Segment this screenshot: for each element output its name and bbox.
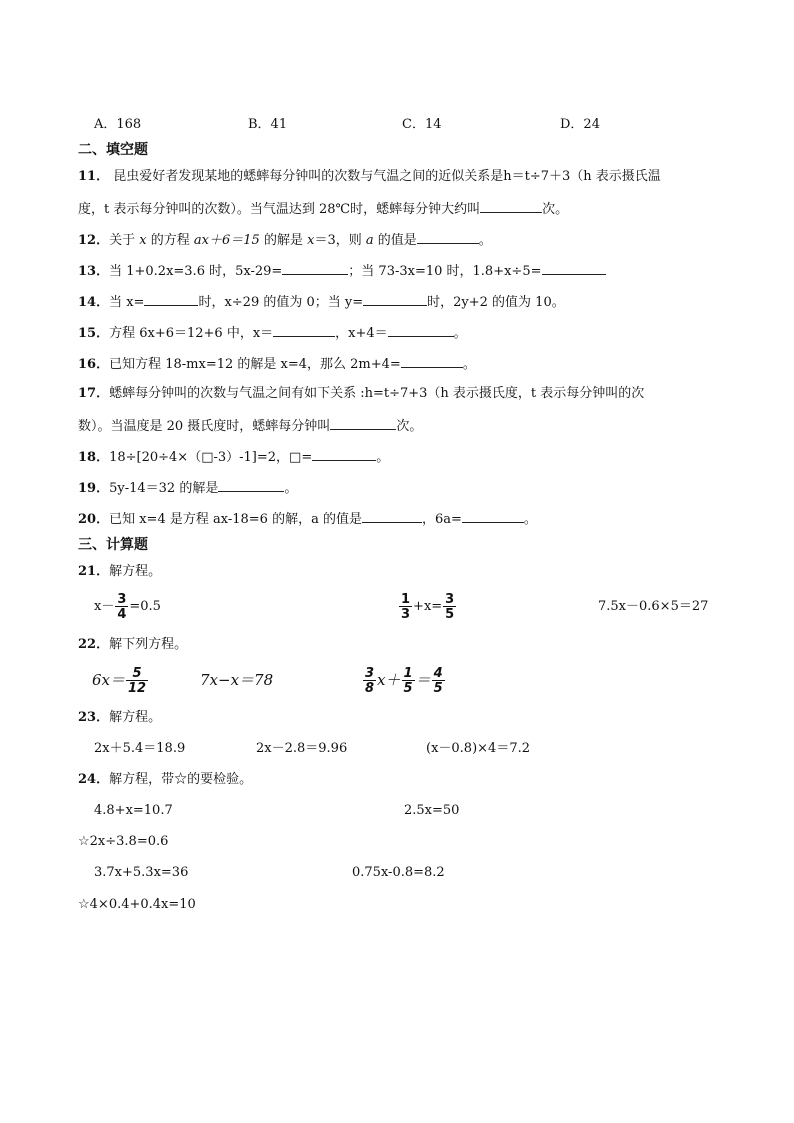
question-15 <box>78 323 467 343</box>
answer-blank[interactable] <box>218 478 284 492</box>
equation-part: +x= <box>413 599 443 614</box>
question-22 <box>78 636 187 654</box>
question-text: 。 <box>284 481 298 496</box>
question-text: 当 x= <box>109 295 145 310</box>
question-number: 16． <box>78 357 110 372</box>
equation-part: x＋ <box>377 671 401 689</box>
variable-a: a <box>365 233 374 248</box>
question-23 <box>78 709 161 727</box>
question-text: 。 <box>478 233 492 248</box>
question-number: 22． <box>78 637 110 652</box>
question-number: 17． <box>78 386 110 401</box>
equation-part: x－ <box>94 599 115 614</box>
answer-blank[interactable] <box>282 261 348 275</box>
question-text: 已知 x=4 是方程 ax-18=6 的解，a 的值是 <box>109 512 362 527</box>
question-text: 度，t 表示每分钟叫的次数）。当气温达到 28℃时，蟋蟀每分钟大约叫 <box>78 202 481 217</box>
question-text: 关于 <box>109 233 136 248</box>
fraction <box>115 593 128 621</box>
question-text: 蟋蟀每分钟叫的次数与气温之间有如下关系 :h=t÷7+3（h 表示摄氏度，t 表示每分钟叫的次 <box>109 386 645 401</box>
question-17-line-1 <box>78 385 644 403</box>
question-number: 18． <box>78 450 110 465</box>
question-11-line-2 <box>78 199 568 219</box>
equation: ax＋6＝15 <box>193 233 260 248</box>
equation-22-1 <box>92 662 149 698</box>
question-12 <box>78 230 492 250</box>
question-text: 次。 <box>542 202 569 217</box>
equation-part: ＝ <box>415 671 431 689</box>
answer-blank[interactable] <box>401 354 463 368</box>
question-18 <box>78 447 389 467</box>
question-20 <box>78 509 537 529</box>
numerator: 3 <box>365 666 375 681</box>
question-text: 次。 <box>396 419 423 434</box>
question-number: 12． <box>78 233 110 248</box>
equation-24-4: 3.7x+5.3x=36 <box>94 865 189 880</box>
denominator: 4 <box>117 606 127 622</box>
denominator: 3 <box>401 606 411 622</box>
answer-blank[interactable] <box>417 230 479 244</box>
question-text: ，6a= <box>421 512 462 527</box>
answer-blank[interactable] <box>312 447 376 461</box>
question-number: 19． <box>78 481 110 496</box>
denominator: 5 <box>403 681 413 696</box>
question-text: 5y-14＝32 的解是 <box>109 481 219 496</box>
question-19 <box>78 478 297 498</box>
section-title-fill-blank: 二、填空题 <box>78 142 148 158</box>
question-text: 的解是 <box>263 233 303 248</box>
question-13 <box>78 261 606 281</box>
question-number: 21． <box>78 564 110 579</box>
question-text: 解方程。 <box>109 564 162 579</box>
equation-23-3: (x－0.8)×4＝7.2 <box>426 741 530 756</box>
question-text: 18÷[20÷4×（□-3）-1]=2，□= <box>109 450 313 465</box>
question-text: ；当 73-3x=10 时，1.8+x÷5= <box>348 264 542 279</box>
answer-blank[interactable] <box>388 323 454 337</box>
fraction <box>126 667 148 695</box>
denominator: 5 <box>445 606 455 622</box>
answer-blank[interactable] <box>273 323 335 337</box>
numerator: 1 <box>403 666 413 681</box>
question-text: ＝3，则 <box>314 233 362 248</box>
question-text: 时，x÷29 的值为 0；当 y= <box>198 295 364 310</box>
question-text: 当 1+0.2x=3.6 时，5x-29= <box>109 264 283 279</box>
equation-24-2: 2.5x=50 <box>404 803 460 818</box>
equation-21-2 <box>398 589 457 625</box>
numerator: 3 <box>445 591 455 607</box>
question-number: 24． <box>78 772 110 787</box>
question-text: 的值是 <box>377 233 417 248</box>
denominator: 5 <box>433 681 443 696</box>
question-21 <box>78 563 161 581</box>
equation-24-1: 4.8+x=10.7 <box>94 803 173 818</box>
question-14 <box>78 292 565 312</box>
option-a: A．168 <box>94 117 142 132</box>
question-number: 11． <box>78 169 110 184</box>
question-number: 15． <box>78 326 110 341</box>
variable-x: x <box>307 233 315 248</box>
answer-blank[interactable] <box>144 292 198 306</box>
question-text: 数）。当温度是 20 摄氏度时，蟋蟀每分钟叫 <box>78 419 331 434</box>
question-text: 方程 6x+6＝12+6 中，x＝ <box>109 326 274 341</box>
answer-blank[interactable] <box>542 261 606 275</box>
answer-blank[interactable] <box>462 509 524 523</box>
question-16 <box>78 354 476 374</box>
equation-22-3 <box>362 662 446 698</box>
question-number: 20． <box>78 512 110 527</box>
question-text: ，x+4＝ <box>335 326 388 341</box>
question-number: 13． <box>78 264 110 279</box>
numerator: 4 <box>433 666 443 681</box>
fraction <box>402 667 415 695</box>
equation-22-2: 7x−x＝78 <box>200 671 274 689</box>
equation-24-6: ☆4×0.4+0.4x=10 <box>78 897 196 912</box>
denominator: 8 <box>365 681 375 696</box>
fraction <box>363 667 376 695</box>
question-number: 14． <box>78 295 110 310</box>
option-b: B．41 <box>248 117 288 132</box>
equation-24-3: ☆2x÷3.8=0.6 <box>78 834 169 849</box>
question-text: 。 <box>523 512 537 527</box>
question-text: 昆虫爱好者发现某地的蟋蟀每分钟叫的次数与气温之间的近似关系是h＝t÷7＋3（h 表示摄氏温 <box>113 169 661 184</box>
equation-23-1: 2x＋5.4＝18.9 <box>94 741 186 756</box>
numerator: 3 <box>117 591 127 607</box>
numerator: 5 <box>132 666 142 681</box>
question-24 <box>78 771 252 789</box>
question-17-line-2 <box>78 416 422 436</box>
question-text: 已知方程 18-mx=12 的解是 x=4，那么 2m+4= <box>109 357 401 372</box>
denominator: 12 <box>128 681 147 696</box>
equation-21-3: 7.5x－0.6×5＝27 <box>598 599 709 614</box>
fraction <box>399 593 412 621</box>
question-text: 。 <box>462 357 476 372</box>
answer-blank[interactable] <box>330 416 396 430</box>
question-text: 时，2y+2 的值为 10。 <box>427 295 565 310</box>
equation-part: 6x＝ <box>92 671 126 689</box>
question-text: 。 <box>376 450 390 465</box>
fraction <box>443 593 456 621</box>
question-number: 23． <box>78 710 110 725</box>
question-text: 的方程 <box>150 233 190 248</box>
answer-blank[interactable] <box>362 509 422 523</box>
numerator: 1 <box>401 591 411 607</box>
fraction <box>432 667 445 695</box>
question-text: 。 <box>453 326 467 341</box>
question-text: 解方程，带☆的要检验。 <box>109 772 253 787</box>
option-c: C．14 <box>402 117 442 132</box>
equation-24-5: 0.75x-0.8=8.2 <box>352 865 445 880</box>
equation-21-1 <box>94 589 161 625</box>
question-text: 解下列方程。 <box>109 637 188 652</box>
variable-x: x <box>139 233 147 248</box>
answer-blank[interactable] <box>480 199 542 213</box>
question-11-line-1 <box>78 168 661 186</box>
question-text: 解方程。 <box>109 710 162 725</box>
equation-part: =0.5 <box>129 599 161 614</box>
option-d: D．24 <box>560 117 600 132</box>
equation-23-2: 2x－2.8＝9.96 <box>256 741 348 756</box>
answer-blank[interactable] <box>363 292 427 306</box>
section-title-calculation: 三、计算题 <box>78 537 148 553</box>
